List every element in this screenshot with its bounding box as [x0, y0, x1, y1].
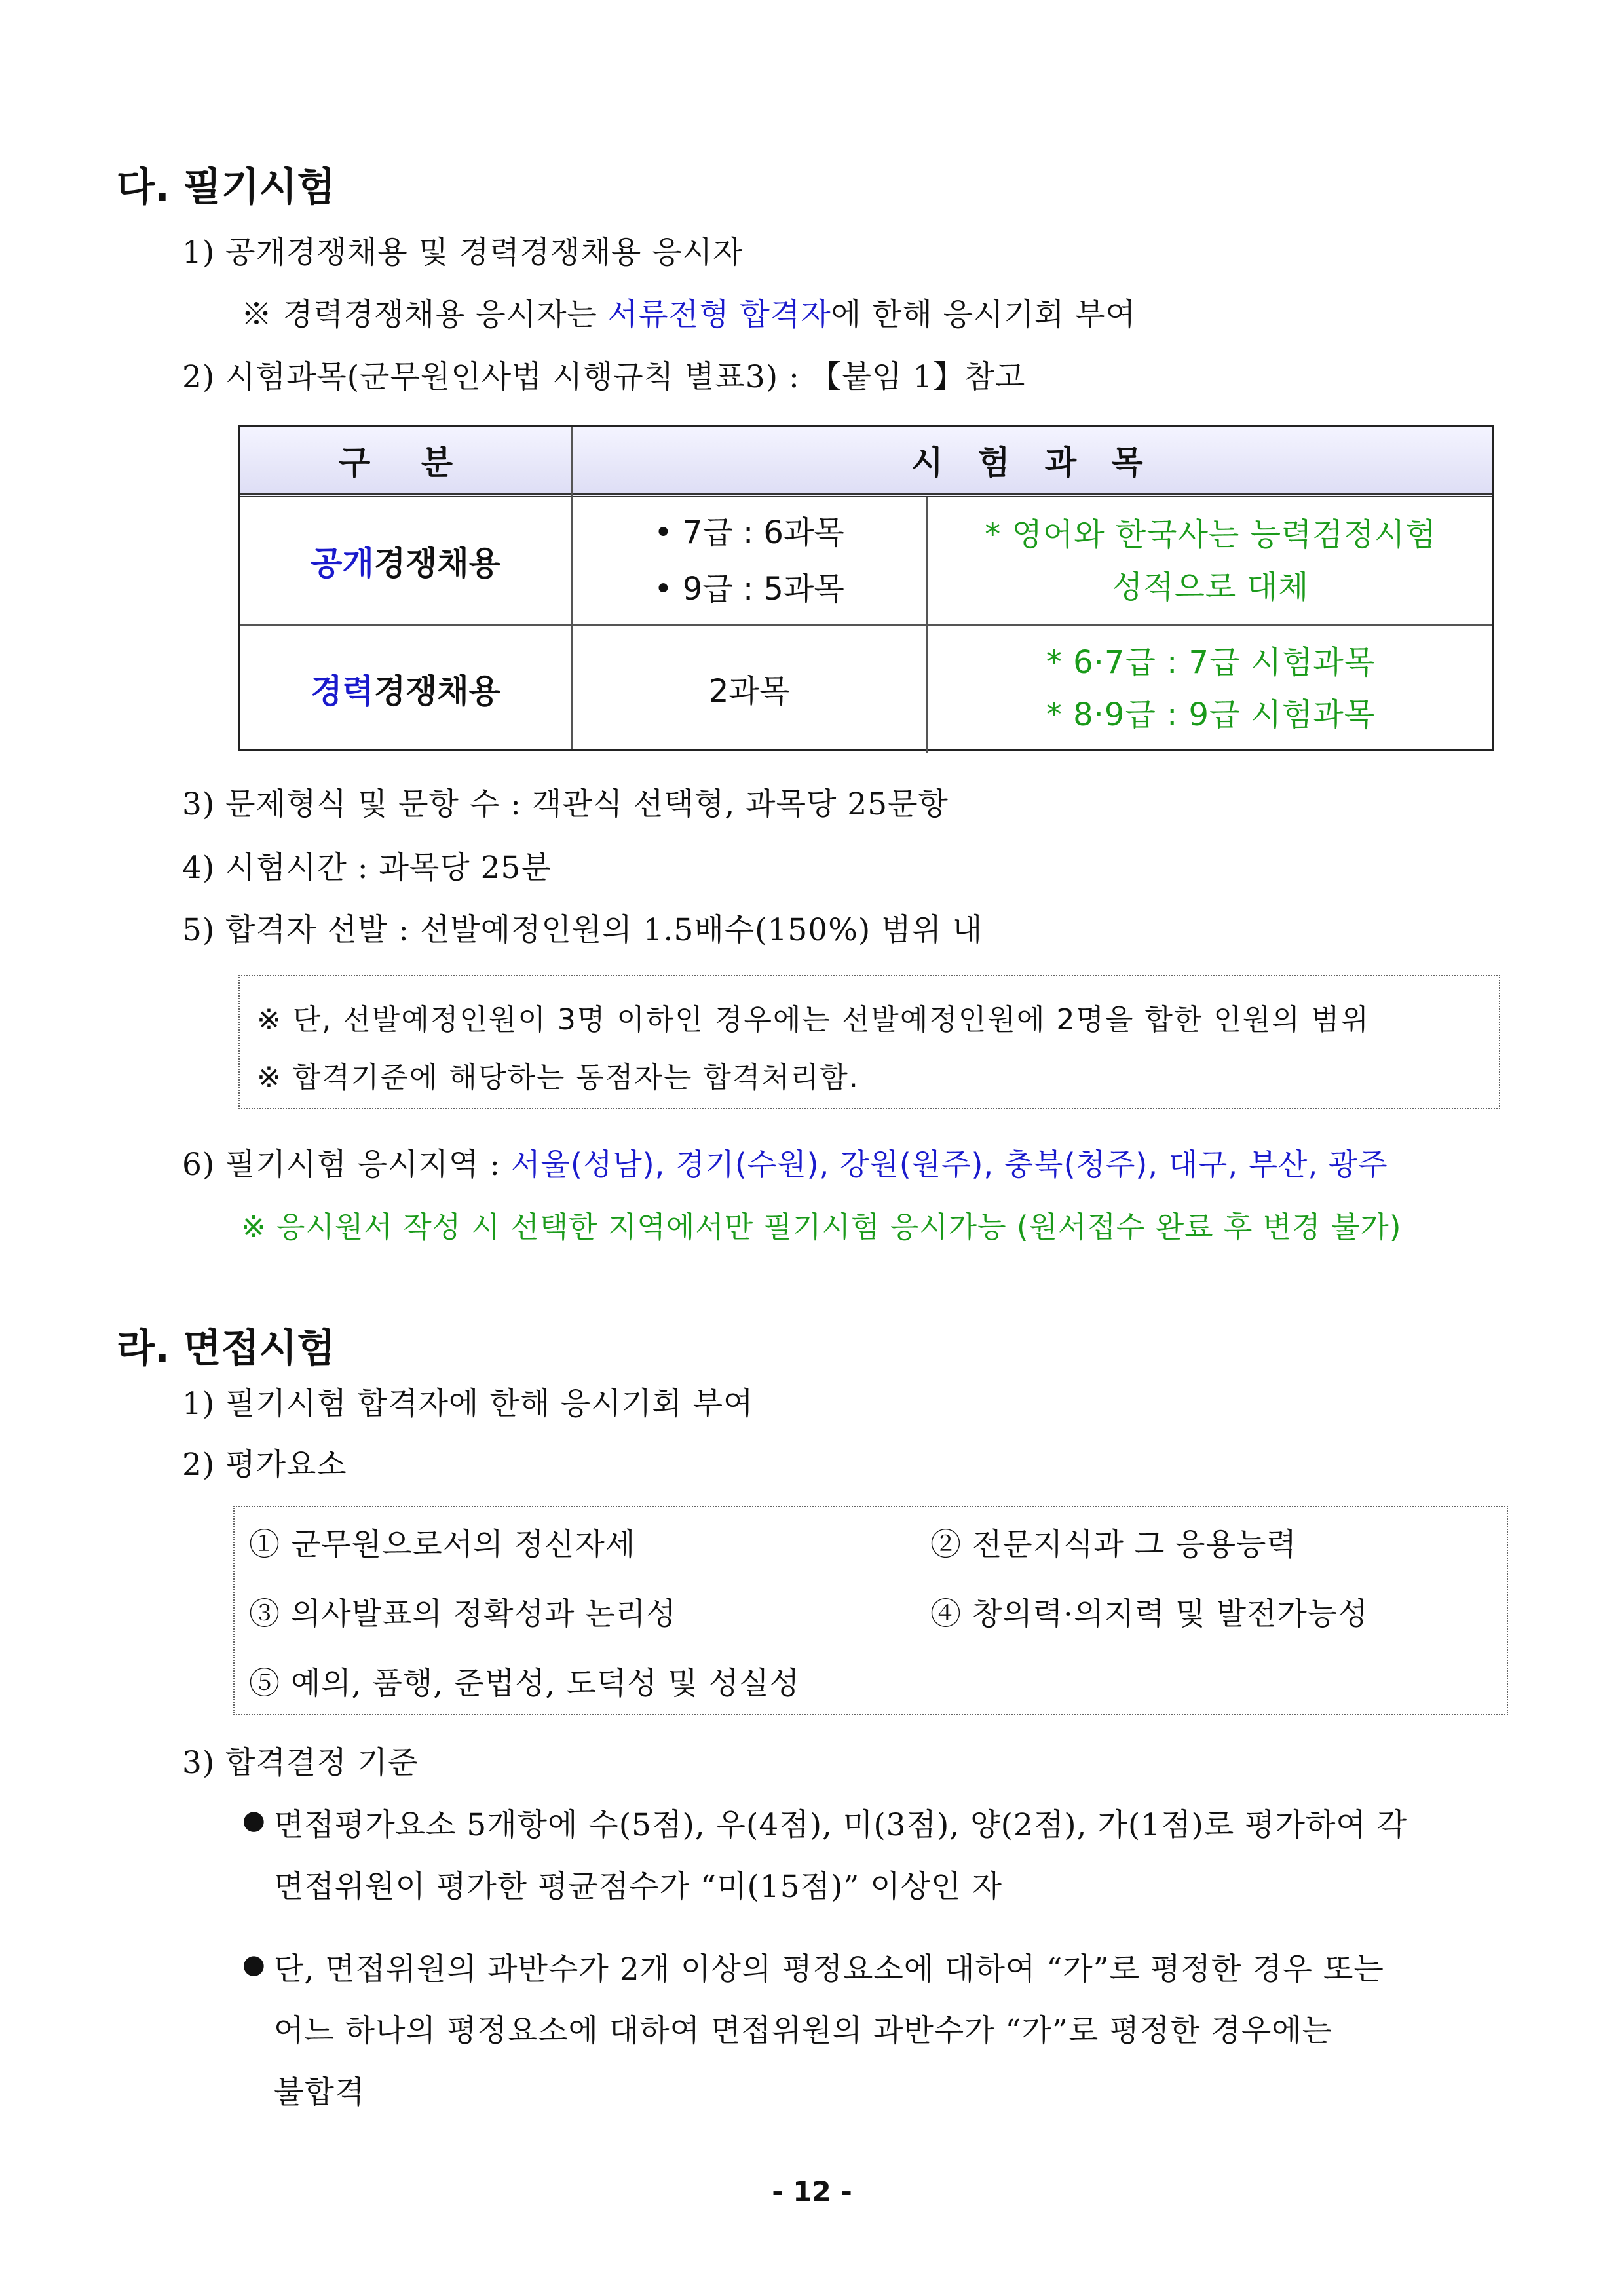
written-item-1-note	[241, 290, 1136, 334]
criteria-2-line-1: 단, 면접위원의 과반수가 2개 이상의 평정요소에 대하여 “가”로 평정한 경우 또는	[274, 1951, 1384, 1987]
written-item-1: 1) 공개경쟁채용 및 경력경쟁채용 응시자	[182, 235, 744, 271]
label-rest: 경쟁채용	[373, 545, 500, 583]
criteria-2-line-3: 불합격	[274, 2075, 366, 2111]
note-text-post: 에 한해 응시기회 부여	[831, 297, 1137, 333]
row-career-competition-note	[928, 626, 1494, 751]
element-2: ② 전문지식과 그 응용능력	[930, 1527, 1297, 1563]
note-text-pre: ※ 경력경쟁채용 응시자는	[241, 297, 608, 333]
subject-grade-7: • 7급 : 6과목	[654, 514, 844, 551]
element-1: ① 군무원으로서의 정신자세	[249, 1527, 636, 1563]
label-rest: 경쟁채용	[373, 672, 500, 710]
interview-item-2: 2) 평가요소	[182, 1447, 347, 1483]
criteria-1-line-1: 면접평가요소 5개항에 수(5점), 우(4점), 미(3점), 양(2점), 가(1점)로 평가하여 각	[274, 1807, 1408, 1843]
note-line-1: * 6·7급 : 7급 시험과목	[1046, 643, 1376, 681]
written-item-3: 3) 문제형식 및 문항 수 : 객관식 선택형, 과목당 25문항	[182, 786, 949, 822]
section-title-interview: 라. 면접시험	[117, 1326, 335, 1371]
written-item-5: 5) 합격자 선발 : 선발예정인원의 1.5배수(150%) 범위 내	[182, 912, 983, 948]
written-item-6-note: ※ 응시원서 작성 시 선택한 지역에서만 필기시험 응시가능 (원서접수 완료 후 변경 불가)	[241, 1210, 1402, 1244]
element-5: ⑤ 예의, 품행, 준법성, 도덕성 및 성실성	[249, 1666, 801, 1702]
label-highlight: 공개	[311, 545, 374, 583]
row-open-competition-note	[928, 497, 1494, 624]
bullet-dot: ●	[242, 1805, 265, 1835]
note-line-1: * 영어와 한국사는 능력검정시험	[985, 516, 1437, 553]
element-3: ③ 의사발표의 정확성과 논리성	[249, 1596, 677, 1632]
evaluation-elements-box	[233, 1506, 1508, 1715]
header-subjects: 시 험 과 목	[911, 444, 1155, 482]
subject-grade-9: • 9급 : 5과목	[654, 571, 844, 607]
bullet-dot: ●	[242, 1949, 265, 1980]
interview-item-1: 1) 필기시험 합격자에 한해 응시기회 부여	[182, 1386, 754, 1422]
note-text-highlight: 서류전형 합격자	[607, 297, 831, 333]
criteria-1-line-2: 면접위원이 평가한 평균점수가 “미(15점)” 이상인 자	[274, 1869, 1002, 1905]
page-number: - 12 -	[772, 2175, 852, 2208]
interview-item-3: 3) 합격결정 기준	[182, 1745, 419, 1781]
box-note-2: ※ 합격기준에 해당하는 동점자는 합격처리함.	[257, 1061, 859, 1094]
row-open-competition-label	[240, 497, 571, 624]
note-line-2: 성적으로 대체	[1112, 569, 1310, 605]
passing-note-box	[238, 975, 1500, 1109]
region-list: 서울(성남), 경기(수원), 강원(원주), 충북(청주), 대구, 부산, 광주	[511, 1147, 1388, 1182]
section-title-written-exam: 다. 필기시험	[117, 164, 335, 210]
header-category: 구 분	[338, 444, 472, 482]
criteria-2-line-2: 어느 하나의 평정요소에 대하여 면접위원의 과반수가 “가”로 평정한 경우에는	[274, 2013, 1333, 2049]
row-career-competition-subjects: 2과목	[708, 673, 790, 710]
written-item-4: 4) 시험시간 : 과목당 25분	[182, 850, 552, 886]
element-4: ④ 창의력·의지력 및 발전가능성	[930, 1596, 1369, 1632]
label-highlight: 경력	[311, 672, 374, 710]
region-label: 6) 필기시험 응시지역 :	[182, 1147, 512, 1183]
note-line-2: * 8·9급 : 9급 시험과목	[1046, 696, 1376, 733]
exam-subjects-table	[238, 425, 1494, 751]
row-career-competition-label	[240, 626, 571, 751]
written-item-6	[182, 1140, 1388, 1184]
written-item-2: 2) 시험과목(군무원인사법 시행규칙 별표3) : 【붙임 1】참고	[182, 359, 1026, 395]
row-open-competition-subjects	[573, 497, 926, 624]
box-note-1: ※ 단, 선발예정인원이 3명 이하인 경우에는 선발예정인원에 2명을 합한 인원의 범위	[257, 1003, 1370, 1037]
